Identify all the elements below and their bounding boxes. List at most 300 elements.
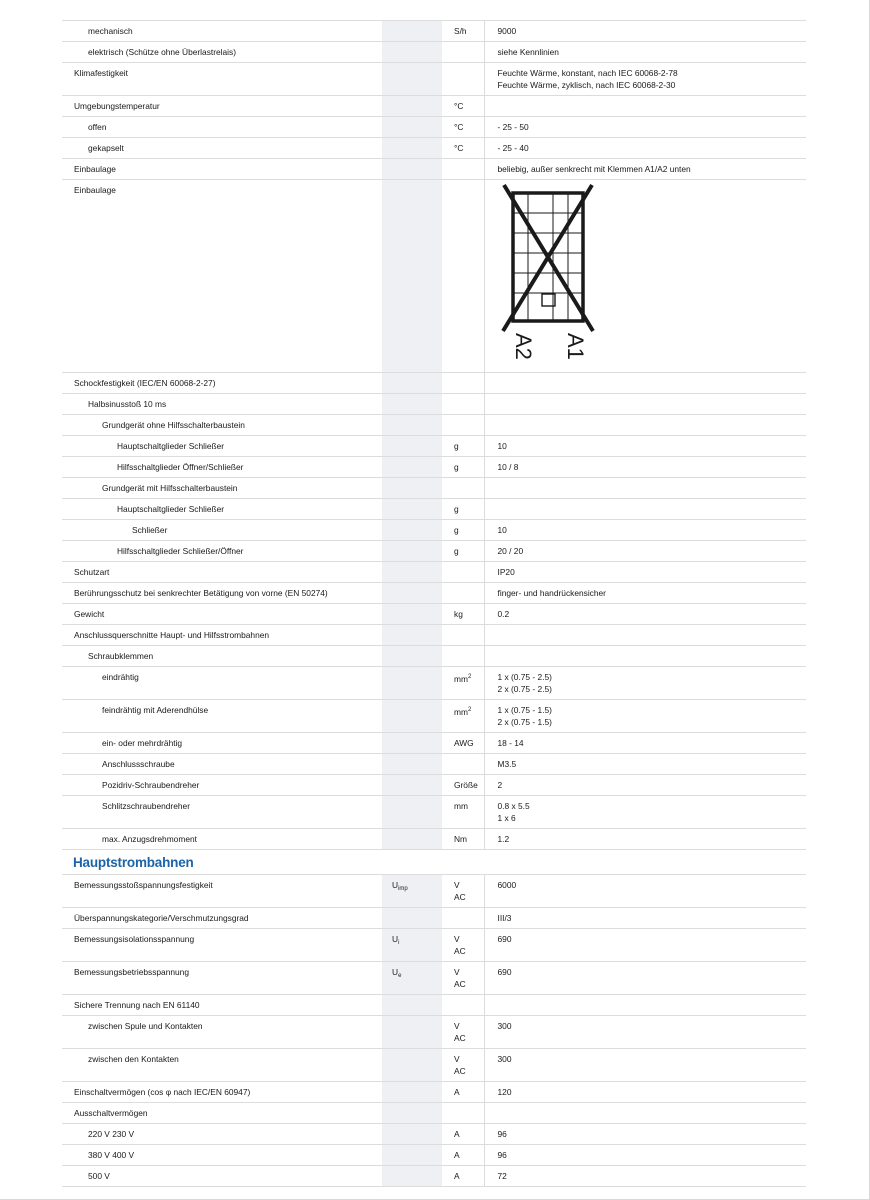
spec-unit [442,117,484,138]
spec-label-text: feindrähtig mit Aderendhülse [102,705,209,715]
value-text: 96 [497,1129,507,1139]
spec-value [484,929,806,962]
spec-label-text: Einbaulage [74,185,116,195]
spec-table-general [62,20,806,850]
table-row [62,1082,806,1103]
table-row [62,478,806,499]
value-text: siehe Kennlinien [497,47,559,57]
spec-label-text: 380 V 400 V [88,1150,135,1160]
spec-label [62,700,382,733]
spec-unit [442,775,484,796]
spec-unit [442,1124,484,1145]
unit-text-line2: AC [454,978,466,989]
spec-label [62,436,382,457]
spec-label [62,373,382,394]
spec-table-main-circuits [62,874,806,1187]
spec-value [484,1145,806,1166]
value-text: 96 [497,1150,507,1160]
spec-label [62,478,382,499]
spec-label [62,520,382,541]
spec-unit [442,583,484,604]
table-row [62,583,806,604]
spec-symbol [382,908,442,929]
table-row [62,604,806,625]
value-text: 10 [497,525,507,535]
value-text-line2: 2 x (0.75 - 1.5) [497,716,552,727]
value-text: 72 [497,1171,507,1181]
value-text: 18 - 14 [497,738,524,748]
spec-unit [442,138,484,159]
spec-unit [442,1166,484,1187]
spec-value [484,733,806,754]
spec-unit [442,42,484,63]
spec-label-text: mechanisch [88,26,133,36]
spec-label-text: Schutzart [74,567,110,577]
spec-label [62,42,382,63]
spec-label-text: eindrähtig [102,672,139,682]
unit-text: mm [454,707,468,717]
spec-label-text: Bemessungsstoßspannungsfestigkeit [74,880,213,890]
table-row [62,929,806,962]
value-text: 1.2 [497,834,510,844]
value-text: 690 [497,934,512,944]
spec-symbol [382,625,442,646]
value-text: - 25 - 40 [497,143,529,153]
unit-text: A [454,1087,460,1097]
spec-label-text: Klimafestigkeit [74,68,128,78]
spec-value [484,394,806,415]
spec-symbol [382,21,442,42]
value-text: beliebig, außer senkrecht mit Klemmen A1/A2 unten [497,164,691,174]
spec-value [484,583,806,604]
unit-text: g [454,546,459,556]
spec-unit [442,96,484,117]
spec-label-text: Umgebungstemperatur [74,101,160,111]
spec-symbol [382,562,442,583]
spec-label [62,21,382,42]
table-row [62,21,806,42]
spec-symbol [382,520,442,541]
table-row [62,415,806,436]
spec-value [484,1103,806,1124]
spec-unit [442,829,484,850]
spec-unit [442,908,484,929]
value-text: 690 [497,967,512,977]
spec-value [484,180,806,373]
spec-symbol [382,1166,442,1187]
spec-label [62,1166,382,1187]
spec-value [484,63,806,96]
spec-symbol [382,1082,442,1103]
spec-unit [442,733,484,754]
spec-unit [442,1016,484,1049]
spec-label-text: Anschlussquerschnitte Haupt- und Hilfsstrombahnen [74,630,270,640]
terminal-label-a2: A2 [510,333,536,360]
spec-label [62,1124,382,1145]
unit-text: V [454,1054,460,1064]
spec-label [62,604,382,625]
spec-unit [442,1049,484,1082]
spec-label [62,625,382,646]
spec-label-text: Hauptschaltglieder Schließer [117,504,225,514]
symbol-text: U [392,934,399,944]
spec-unit [442,159,484,180]
spec-symbol [382,42,442,63]
unit-text: mm [454,801,468,811]
spec-symbol [382,962,442,995]
spec-label-text: max. Anzugsdrehmoment [102,834,197,844]
value-text: 9000 [497,26,517,36]
spec-symbol [382,775,442,796]
table-row [62,562,806,583]
spec-label-text: Anschlussschraube [102,759,175,769]
unit-text: g [454,525,459,535]
spec-value [484,995,806,1016]
spec-label [62,875,382,908]
spec-symbol [382,604,442,625]
spec-label [62,138,382,159]
value-text-line2: 1 x 6 [497,812,516,823]
table-row [62,180,806,373]
spec-unit [442,478,484,499]
spec-value [484,1082,806,1103]
spec-value [484,829,806,850]
unit-text: g [454,441,459,451]
unit-text: V [454,934,460,944]
spec-label-text: Bemessungsisolationsspannung [74,934,195,944]
spec-label [62,1016,382,1049]
value-text-line2: Feuchte Wärme, zyklisch, nach IEC 60068-2-30 [497,79,676,90]
spec-symbol [382,1145,442,1166]
table-row [62,667,806,700]
spec-value [484,499,806,520]
spec-symbol [382,646,442,667]
value-text-line2: 2 x (0.75 - 2.5) [497,683,552,694]
value-text: 10 [497,441,507,451]
spec-value [484,562,806,583]
spec-value [484,1016,806,1049]
spec-label-text: Einschaltvermögen (cos φ nach IEC/EN 60947) [74,1087,251,1097]
unit-text: V [454,967,460,977]
spec-unit [442,373,484,394]
spec-value [484,21,806,42]
spec-value [484,775,806,796]
unit-text: °C [454,101,464,111]
spec-unit [442,436,484,457]
spec-symbol [382,436,442,457]
table-row [62,1103,806,1124]
spec-label-text: Grundgerät mit Hilfsschalterbaustein [102,483,238,493]
table-row [62,962,806,995]
spec-unit [442,1103,484,1124]
spec-symbol [382,499,442,520]
spec-symbol [382,478,442,499]
spec-label-text: Schließer [132,525,168,535]
mounting-position-diagram [498,183,598,365]
unit-text: A [454,1171,460,1181]
spec-label-text: Halbsinusstoß 10 ms [88,399,167,409]
value-text: Feuchte Wärme, konstant, nach IEC 60068-2-78 [497,68,678,78]
table-row [62,829,806,850]
spec-symbol [382,415,442,436]
spec-label-text: ein- oder mehrdrähtig [102,738,183,748]
spec-unit [442,21,484,42]
spec-value [484,875,806,908]
spec-symbol [382,1049,442,1082]
spec-symbol [382,1124,442,1145]
unit-text: mm [454,674,468,684]
spec-label-text: Schockfestigkeit (IEC/EN 60068-2-27) [74,378,216,388]
spec-label-text: Ausschaltvermögen [74,1108,148,1118]
spec-label-text: Einbaulage [74,164,116,174]
spec-label-text: Hauptschaltglieder Schließer [117,441,225,451]
spec-symbol [382,875,442,908]
spec-unit [442,796,484,829]
table-row [62,1124,806,1145]
spec-symbol [382,700,442,733]
unit-text-line2: AC [454,1032,466,1043]
spec-label [62,929,382,962]
spec-symbol [382,583,442,604]
spec-label-text: Pozidriv-Schraubendreher [102,780,200,790]
table-row [62,541,806,562]
spec-label-text: offen [88,122,107,132]
spec-symbol [382,138,442,159]
spec-value [484,478,806,499]
spec-label [62,1103,382,1124]
spec-value [484,159,806,180]
unit-text: °C [454,143,464,153]
table-row [62,700,806,733]
spec-value [484,754,806,775]
spec-value [484,117,806,138]
symbol-text: U [392,967,399,977]
value-text: 0.2 [497,609,510,619]
spec-label [62,63,382,96]
spec-value [484,436,806,457]
symbol-subscript: i [398,940,400,946]
table-row [62,499,806,520]
spec-unit [442,625,484,646]
spec-label [62,541,382,562]
spec-value [484,138,806,159]
spec-symbol [382,63,442,96]
table-row [62,775,806,796]
spec-label [62,457,382,478]
value-text: 120 [497,1087,512,1097]
value-text: IP20 [497,567,515,577]
spec-label [62,180,382,373]
unit-text: V [454,880,460,890]
spec-symbol [382,1103,442,1124]
spec-unit [442,646,484,667]
spec-label-text: Sichere Trennung nach EN 61140 [74,1000,200,1010]
spec-unit [442,667,484,700]
spec-symbol [382,796,442,829]
unit-text: °C [454,122,464,132]
spec-unit [442,700,484,733]
spec-label-text: zwischen den Kontakten [88,1054,179,1064]
value-text: M3.5 [497,759,517,769]
spec-symbol [382,929,442,962]
spec-label [62,995,382,1016]
spec-value [484,96,806,117]
spec-label-text: Hilfsschaltglieder Schließer/Öffner [117,546,244,556]
spec-label [62,1145,382,1166]
value-text: III/3 [497,913,512,923]
unit-text: A [454,1129,460,1139]
unit-text: Nm [454,834,468,844]
spec-unit [442,499,484,520]
table-row [62,908,806,929]
spec-label-text: Berührungsschutz bei senkrechter Betätigung von vorne (EN 50274) [74,588,328,598]
spec-label-text: Bemessungsbetriebsspannung [74,967,190,977]
value-text: 6000 [497,880,517,890]
value-text: finger- und handrückensicher [497,588,606,598]
spec-symbol [382,733,442,754]
spec-unit [442,754,484,775]
symbol-subscript: imp [398,886,408,892]
table-row [62,138,806,159]
spec-label [62,796,382,829]
table-row [62,96,806,117]
table-row [62,796,806,829]
spec-unit [442,1082,484,1103]
spec-label-text: Grundgerät ohne Hilfsschalterbaustein [102,420,245,430]
spec-symbol [382,541,442,562]
section-heading-hauptstrombahnen: Hauptstrombahnen [73,855,194,870]
spec-label-text: gekapselt [88,143,124,153]
spec-value [484,1166,806,1187]
value-text: 1 x (0.75 - 2.5) [497,672,552,682]
table-row [62,117,806,138]
unit-text: kg [454,609,463,619]
table-row [62,754,806,775]
unit-text-line2: AC [454,891,466,902]
spec-unit [442,875,484,908]
value-text: 1 x (0.75 - 1.5) [497,705,552,715]
table-row [62,394,806,415]
table-row [62,875,806,908]
table-row [62,520,806,541]
spec-label [62,1049,382,1082]
table-row [62,625,806,646]
spec-label [62,1082,382,1103]
spec-unit [442,457,484,478]
spec-unit [442,1145,484,1166]
value-text: - 25 - 50 [497,122,529,132]
table-row [62,159,806,180]
spec-label [62,646,382,667]
spec-unit [442,604,484,625]
spec-value [484,625,806,646]
spec-symbol [382,96,442,117]
spec-value [484,1049,806,1082]
symbol-subscript: e [398,973,402,979]
spec-unit [442,520,484,541]
spec-value [484,962,806,995]
spec-value [484,457,806,478]
spec-value [484,796,806,829]
spec-value [484,667,806,700]
spec-label [62,117,382,138]
table-row [62,42,806,63]
spec-value [484,604,806,625]
spec-label [62,583,382,604]
spec-value [484,42,806,63]
value-text: 300 [497,1021,512,1031]
spec-symbol [382,180,442,373]
spec-symbol [382,373,442,394]
spec-label [62,415,382,436]
unit-text: Größe [454,780,478,790]
spec-symbol [382,159,442,180]
spec-label-text: elektrisch (Schütze ohne Überlastrelais) [88,47,237,57]
spec-label [62,962,382,995]
table-row [62,995,806,1016]
value-text: 300 [497,1054,512,1064]
spec-unit [442,929,484,962]
spec-label-text: 500 V [88,1171,110,1181]
spec-label-text: Schlitzschraubendreher [102,801,190,811]
value-text: 2 [497,780,503,790]
spec-unit [442,562,484,583]
unit-text: V [454,1021,460,1031]
spec-unit [442,995,484,1016]
table-row [62,373,806,394]
spec-unit [442,63,484,96]
spec-unit [442,541,484,562]
table-row [62,1016,806,1049]
spec-label [62,667,382,700]
spec-label [62,96,382,117]
spec-label [62,908,382,929]
spec-label-text: 220 V 230 V [88,1129,135,1139]
spec-symbol [382,1016,442,1049]
spec-label-text: Schraubklemmen [88,651,154,661]
spec-symbol [382,754,442,775]
table-row [62,457,806,478]
spec-unit [442,394,484,415]
unit-text: g [454,504,459,514]
unit-text-line2: AC [454,945,466,956]
spec-label-text: zwischen Spule und Kontakten [88,1021,203,1031]
spec-label-text: Gewicht [74,609,105,619]
unit-text: A [454,1150,460,1160]
unit-text: AWG [454,738,474,748]
spec-unit [442,415,484,436]
spec-symbol [382,995,442,1016]
spec-value [484,700,806,733]
spec-value [484,415,806,436]
unit-text: S/h [454,26,467,36]
spec-value [484,373,806,394]
unit-text: g [454,462,459,472]
spec-value [484,908,806,929]
symbol-text: U [392,880,399,890]
spec-label [62,499,382,520]
spec-unit [442,180,484,373]
table-row [62,436,806,457]
terminal-label-a1: A1 [562,333,588,360]
value-text: 20 / 20 [497,546,524,556]
spec-label [62,394,382,415]
table-row [62,733,806,754]
spec-value [484,541,806,562]
spec-label [62,754,382,775]
spec-symbol [382,829,442,850]
table-row [62,1049,806,1082]
